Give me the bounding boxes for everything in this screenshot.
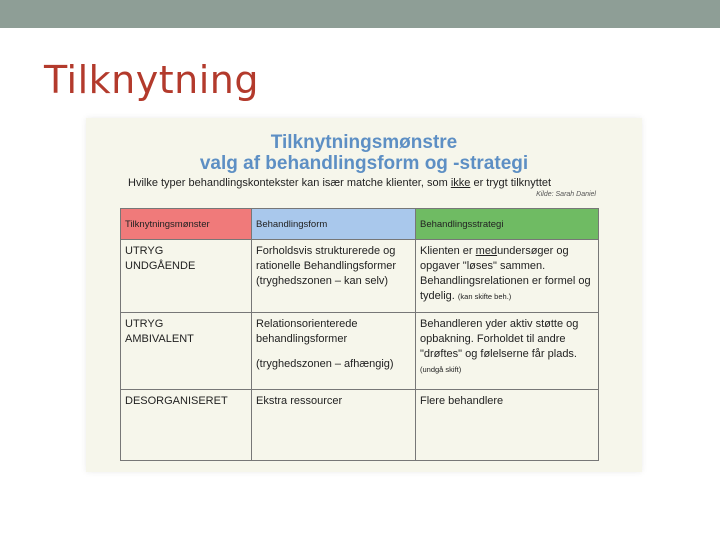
row3-strategy: Flere behandlere (416, 390, 599, 461)
row1-strategy (416, 240, 599, 313)
subtitle-post: er trygt tilknyttet (470, 177, 552, 189)
row2-pattern (121, 313, 252, 390)
row1-pattern-line1: UTRYG (125, 245, 164, 257)
row2-pattern-line2: AMBIVALENT (125, 333, 194, 345)
figure-source: Kilde: Sarah Daniel (536, 191, 596, 198)
row2-pattern-line1: UTRYG (125, 318, 164, 330)
table-row (121, 313, 599, 390)
header-form: Behandlingsform (252, 209, 416, 240)
table-row (121, 390, 599, 461)
table-header-row (121, 209, 599, 240)
subtitle-pre: Hvilke typer behandlingskontekster kan især matche klienter, som (128, 177, 451, 189)
table-row (121, 240, 599, 313)
row2-form (252, 313, 416, 390)
row1-strategy-underlined: med (475, 245, 498, 257)
slide-title: Tilknytning (44, 58, 259, 102)
top-banner (0, 0, 720, 28)
row2-strategy-note: (undgå skift) (420, 365, 462, 374)
row1-strategy-pre: Klienten er (420, 245, 476, 257)
header-strategy: Behandlingsstrategi (416, 209, 599, 240)
row2-form-main: Relationsorienterede behandlingsformer (256, 318, 358, 345)
subtitle-underlined: ikke (450, 177, 471, 189)
row3-form: Ekstra ressourcer (252, 390, 416, 461)
figure-title-line2: valg af behandlingsform og -strategi (199, 153, 529, 174)
header-pattern: Tilknytningsmønster (121, 209, 252, 240)
figure-title-line1: Tilknytningsmønstre (270, 132, 458, 153)
row1-form: Forholdsvis strukturerede og rationelle Behandlingsformer (tryghedszonen – kan selv) (252, 240, 416, 313)
treatment-table (120, 208, 599, 461)
row1-strategy-note: (kan skifte beh.) (457, 292, 512, 301)
row1-pattern (121, 240, 252, 313)
row2-strategy-text: Behandleren yder aktiv støtte og opbakning. Forholdet til andre "drøftes" og følelserne får plads. (420, 318, 579, 360)
row1-pattern-line2: UNDGÅENDE (125, 260, 196, 272)
figure-subtitle (128, 177, 551, 189)
row1-strategy-post: undersøger og opgaver "løses" sammen. Behandlingsrelationen er formel og tydelig. (420, 245, 591, 302)
embedded-figure (86, 118, 642, 472)
row2-strategy (416, 313, 599, 390)
row2-form-note: (tryghedszonen – afhængig) (256, 358, 394, 370)
row3-pattern: DESORGANISERET (121, 390, 252, 461)
